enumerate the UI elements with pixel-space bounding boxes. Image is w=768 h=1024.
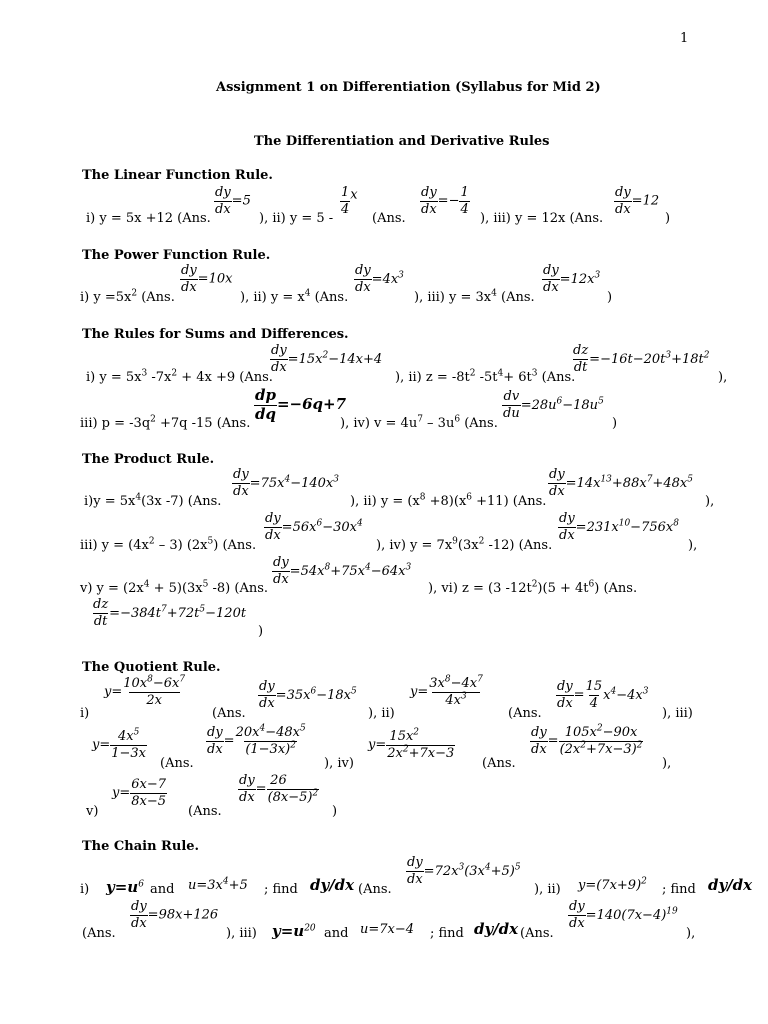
product-rule-heading: The Product Rule. [82, 452, 215, 467]
assignment-title: Assignment 1 on Differentiation (Syllabus for Mid 2) [216, 80, 601, 95]
quotient-rule-heading: The Quotient Rule. [82, 660, 221, 675]
power-rule-heading: The Power Function Rule. [82, 248, 271, 263]
chain-rule-heading: The Chain Rule. [82, 839, 200, 854]
page-number: 1 [680, 31, 689, 46]
sums-rule-heading: The Rules for Sums and Differences. [82, 327, 349, 342]
rules-subtitle: The Differentiation and Derivative Rules [254, 134, 550, 149]
linear-rule-heading: The Linear Function Rule. [82, 168, 273, 183]
